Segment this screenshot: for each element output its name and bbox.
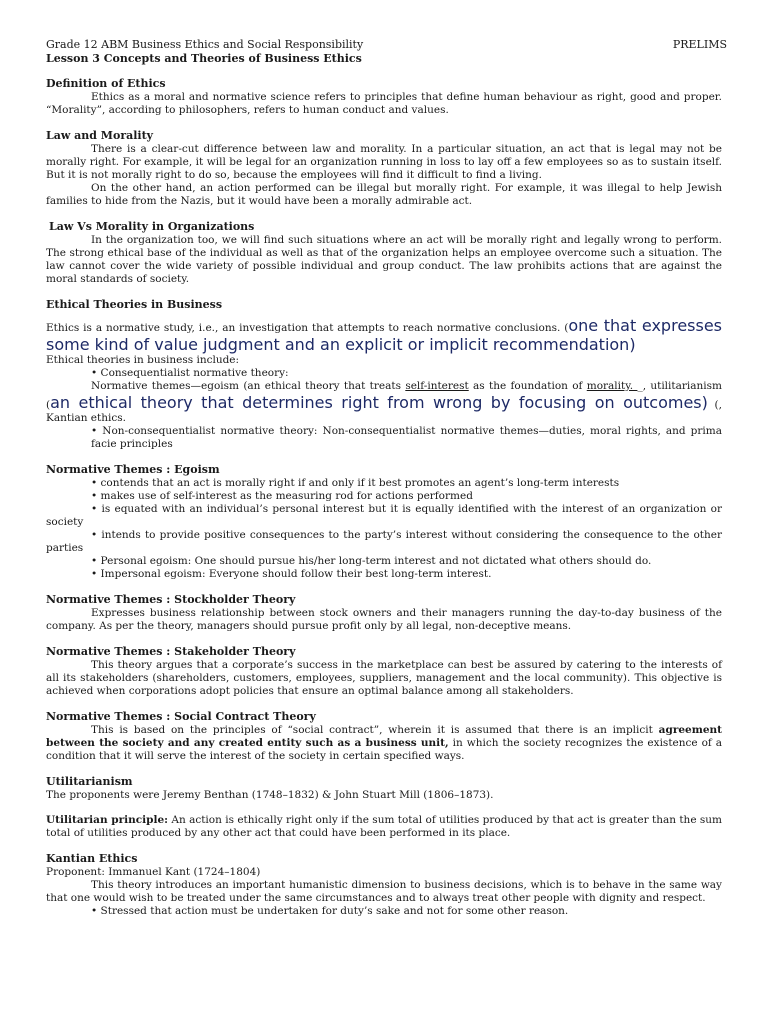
term-label: PRELIMS [672, 38, 727, 51]
list-intro: Ethical theories in business include: [46, 354, 240, 366]
paragraph: Normative themes—egoism (an ethical theory that treats self-interest as the foundation of morality. _, utilitarianism (an ethical theory that determines right from wrong by focusing on outcomes) (, Kantian ethics. [46, 380, 722, 424]
section-ethical-theories [46, 298, 722, 451]
list-item: • Impersonal egoism: Everyone should follow their best long-term interest. [91, 568, 492, 580]
section-heading: Law Vs Morality in Organizations [49, 220, 255, 233]
section-kantian [46, 852, 722, 918]
paragraph: Utilitarian principle: An action is ethically right only if the sum total of utilities produced by that act is greater than the sum total of utilities produced by any other act that could have been performed in its place. [46, 814, 722, 839]
section-heading: Normative Themes : Stakeholder Theory [46, 645, 296, 658]
section-law-morality [46, 129, 722, 208]
section-heading: Law and Morality [46, 129, 154, 142]
section-stakeholder [46, 645, 722, 698]
section-heading: Ethical Theories in Business [46, 298, 223, 311]
section-heading: Normative Themes : Social Contract Theory [46, 710, 316, 723]
paragraph: Ethics is a normative study, i.e., an investigation that attempts to reach normative conclusions. (one that expresses some kind of value judgment and an explicit or implicit recommendation) [46, 316, 723, 354]
list-item: • contends that an act is morally right if and only if it best promotes an agent’s long-term interests [91, 477, 620, 489]
morality-link[interactable]: morality. [586, 380, 638, 392]
section-law-vs-morality [46, 220, 722, 286]
section-heading: Normative Themes : Egoism [46, 463, 220, 476]
paragraph: There is a clear-cut difference between law and morality. In a particular situation, an act that is legal may not be morally right. For example, it will be legal for an organization running in loss to lay off a few employees so as to sustain itself. But it is not morally right to do so, because the employees will find it difficult to find a living. [46, 143, 722, 181]
section-stockholder [46, 593, 722, 633]
list-item: • Non-consequentialist normative theory: Non-consequentialist normative themes—duties, moral rights, and prima facie principles [91, 425, 722, 450]
paragraph: This theory argues that a corporate’s success in the marketplace can best be assured by catering to the interests of all its stakeholders (shareholders, customers, employees, suppliers, management and the local community). This objective is achieved when corporations adopt policies that ensure an optimal balance among all stakeholders. [46, 659, 722, 697]
list-item: • Personal egoism: One should pursue his/her long-term interest and not dictated what others should do. [91, 555, 652, 567]
section-utilitarian-principle [46, 814, 722, 840]
list-item: • is equated with an individual’s personal interest but it is equally identified with the interest of an organization or society [46, 503, 722, 528]
section-heading: Definition of Ethics [46, 77, 166, 90]
course-title: Grade 12 ABM Business Ethics and Social Responsibility [46, 38, 364, 51]
paragraph: Expresses business relationship between stock owners and their managers running the day-to-day business of the company. As per the theory, managers should pursue profit only by all legal, non-deceptive means. [46, 607, 722, 632]
section-definition [46, 77, 722, 117]
self-interest-link[interactable]: self-interest [405, 380, 469, 392]
section-heading: Normative Themes : Stockholder Theory [46, 593, 296, 606]
section-social-contract [46, 710, 722, 763]
section-utilitarianism [46, 775, 722, 802]
list-item: • makes use of self-interest as the measuring rod for actions performed [91, 490, 473, 502]
paragraph: On the other hand, an action performed can be illegal but morally right. For example, it was illegal to help Jewish families to hide from the Nazis, but it would have been a morally admirable act. [46, 182, 722, 207]
list-item: • intends to provide positive consequences to the party’s interest without considering the consequence to the other parties [46, 529, 722, 554]
section-heading: Kantian Ethics [46, 852, 138, 865]
paragraph: In the organization too, we will find such situations where an act will be morally right and legally wrong to perform. The strong ethical base of the individual as well as that of the organization helps an employee overcome such a situation. The law cannot cover the wide variety of possible individual and group conduct. The law prohibits actions that are against the moral standards of society. [46, 234, 722, 285]
section-heading: Utilitarianism [46, 775, 133, 788]
paragraph: The proponents were Jeremy Benthan (1748–1832) & John Stuart Mill (1806–1873). [46, 789, 494, 801]
document-header [46, 38, 727, 65]
list-item: • Consequentialist normative theory: [91, 367, 289, 379]
paragraph: Ethics as a moral and normative science refers to principles that define human behaviour as right, good and proper. “Morality”, according to philosophers, refers to human conduct and values. [46, 91, 722, 116]
proponent-line: Proponent: Immanuel Kant (1724–1804) [46, 866, 261, 878]
paragraph: This is based on the principles of “social contract”, wherein it is assumed that there is an implicit agreement between the society and any created entity such as a business unit, in which the society recognizes the existence of a condition that it will serve the interest of the society in certain specified ways. [46, 724, 723, 762]
inline-definition: one that expresses some kind of value judgment and an explicit or implicit recommendation) [46, 316, 723, 354]
paragraph: This theory introduces an important humanistic dimension to business decisions, which is to behave in the same way that one would wish to be treated under the same circumstances and to always treat other people with dignity and respect. [46, 879, 722, 904]
lesson-title: Lesson 3 Concepts and Theories of Business Ethics [46, 51, 362, 65]
inline-definition: an ethical theory that determines right from wrong by focusing on outcomes) [50, 393, 708, 412]
list-item: • Stressed that action must be undertaken for duty’s sake and not for some other reason. [91, 905, 569, 917]
section-egoism [46, 463, 722, 581]
